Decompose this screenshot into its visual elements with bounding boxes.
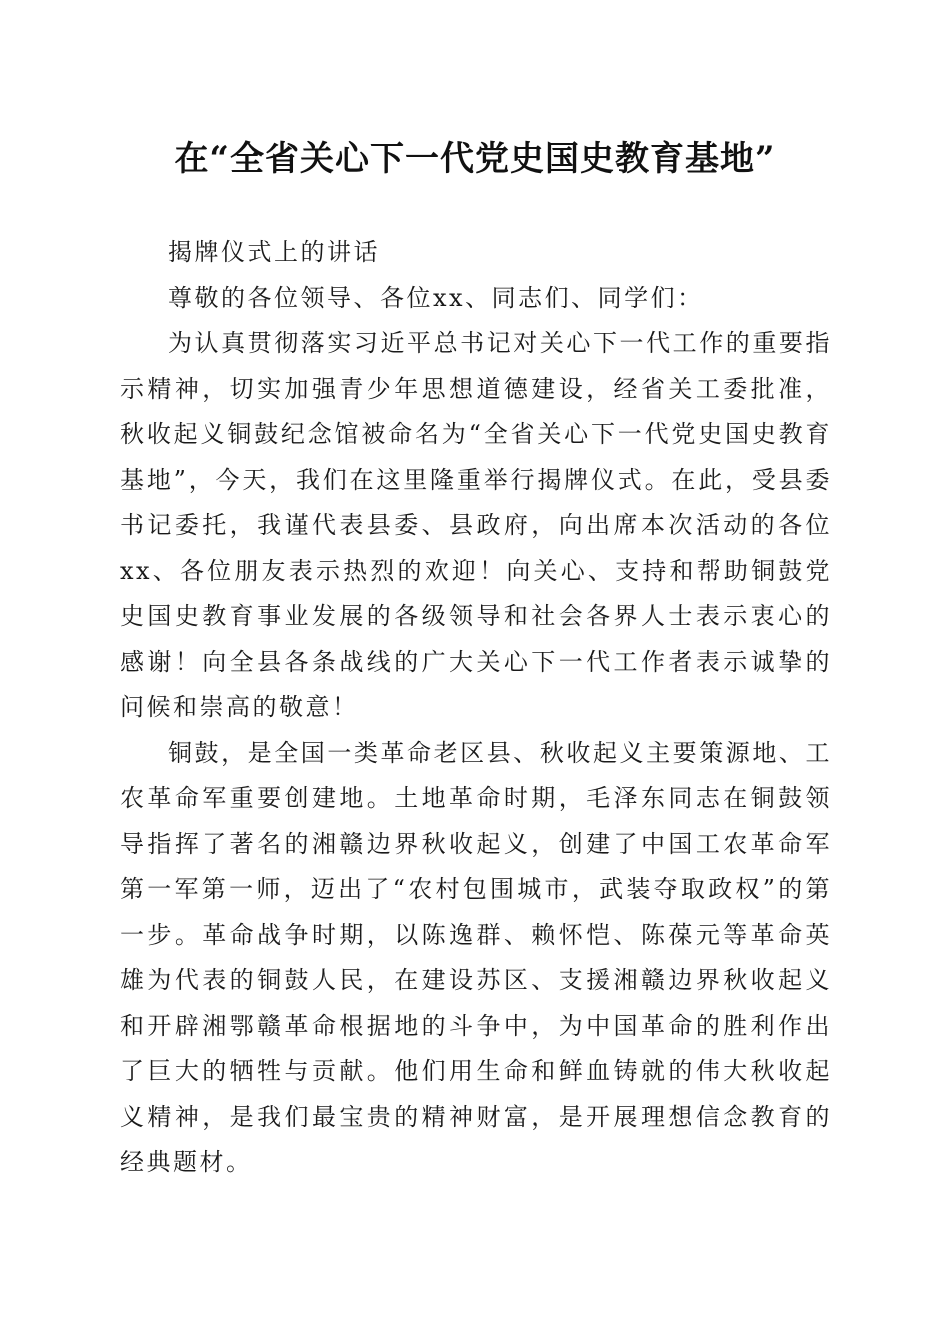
document-title: 在“全省关心下一代党史国史教育基地”	[174, 139, 776, 179]
paragraph-1: 为认真贯彻落实习近平总书记对关心下一代工作的重要指示精神，切实加强青少年思想道德建设，经省关工委批准，秋收起义铜鼓纪念馆被命名为“全省关心下一代党史国史教育基地”，今天，我们在这里隆重举行揭牌仪式。在此，受县委书记委托，我谨代表县委、县政府，向出席本次活动的各位xx、各位朋友表示热烈的欢迎！向关心、支持和帮助铜鼓党史国史教育事业发展的各级领导和社会各界人士表示衷心的感谢！向全县各条战线的广大关心下一代工作者表示诚挚的问候和崇高的敬意！	[120, 329, 832, 721]
document-body	[120, 230, 832, 1186]
document-subtitle: 揭牌仪式上的讲话	[168, 238, 380, 266]
paragraph-2: 铜鼓，是全国一类革命老区县、秋收起义主要策源地、工农革命军重要创建地。土地革命时期，毛泽东同志在铜鼓领导指挥了著名的湘赣边界秋收起义，创建了中国工农革命军第一军第一师，迈出了“农村包围城市，武装夺取政权”的第一步。革命战争时期，以陈逸群、赖怀恺、陈葆元等革命英雄为代表的铜鼓人民，在建设苏区、支援湘赣边界秋收起义和开辟湘鄂赣革命根据地的斗争中，为中国革命的胜利作出了巨大的牺牲与贡献。他们用生命和鲜血铸就的伟大秋收起义精神，是我们最宝贵的精神财富，是开展理想信念教育的经典题材。	[120, 738, 832, 1176]
salutation: 尊敬的各位领导、各位xx、同志们、同学们：	[168, 283, 704, 312]
